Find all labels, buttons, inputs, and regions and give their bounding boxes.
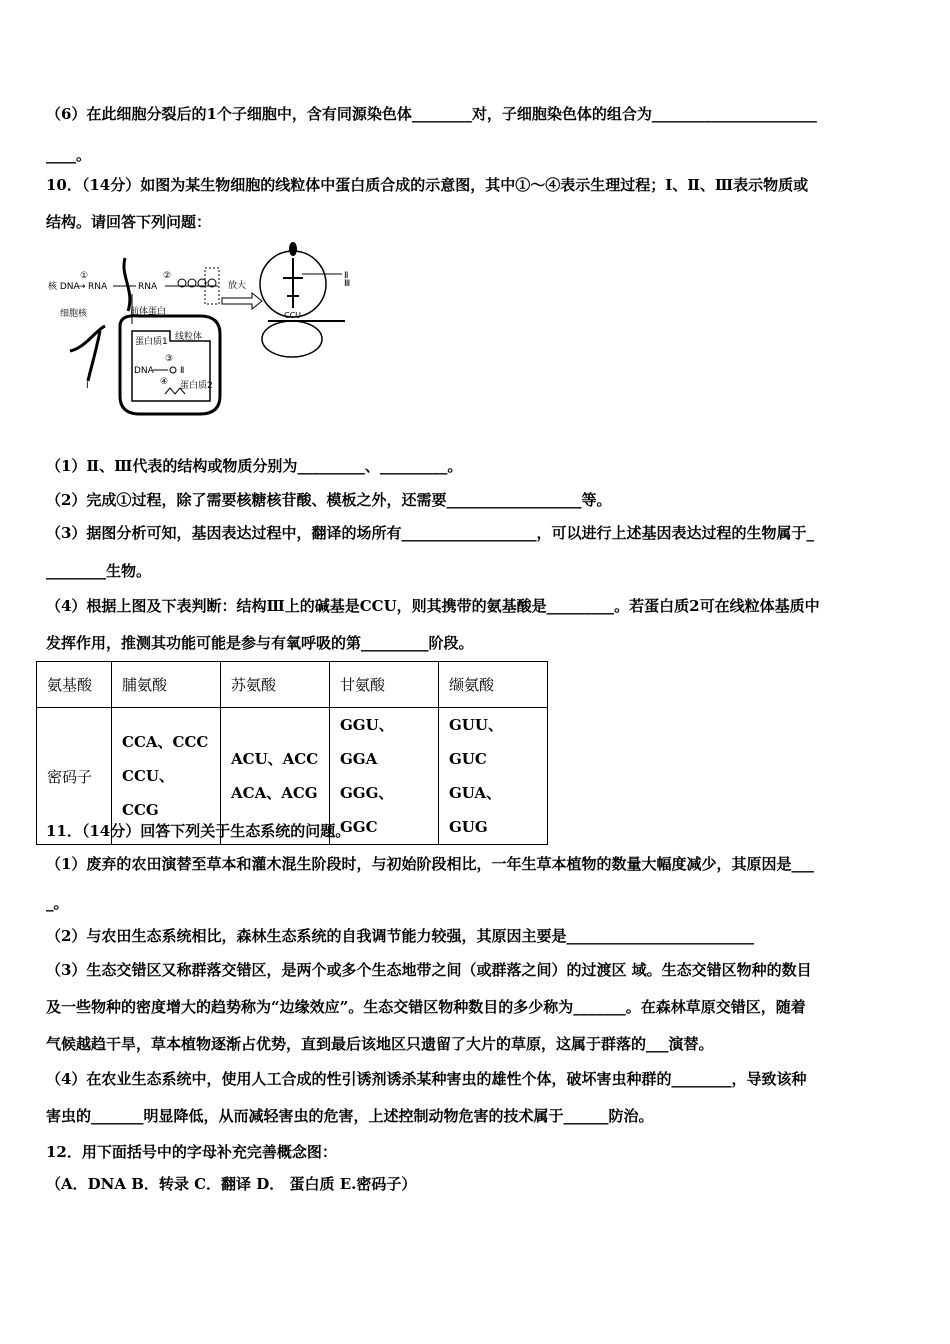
mitochondria-protein-synthesis-diagram: [40, 236, 370, 426]
codon-text: ACU、ACC: [231, 750, 319, 768]
table-header-cell: 甘氨酸: [330, 662, 439, 708]
label-fangda: 放大: [228, 281, 247, 291]
table-header-cell: 脯氨酸: [112, 662, 221, 708]
label-mtdna: DNA: [134, 366, 154, 376]
q11-q4-line1: （4）在农业生态系统中，使用人工合成的性引诱剂诱杀某种害虫的雄性个体，破坏害虫种群的________，导致该种: [46, 1070, 807, 1088]
ribosome-large: [262, 321, 322, 357]
label-arrow1: →: [78, 282, 86, 292]
q11-q2: （2）与农田生态系统相比，森林生态系统的自我调节能力较强，其原因主要是_________________________: [46, 927, 754, 945]
label-num3: ③: [165, 354, 174, 364]
q10-q2: （2）完成①过程，除了需要核糖核苷酸、模板之外，还需要__________________等。: [46, 491, 612, 509]
table-header-cell: 缬氨酸: [439, 662, 548, 708]
label-num2: ②: [163, 271, 172, 281]
trna-body: [283, 258, 303, 308]
codon-text: GGU、GGA: [340, 716, 394, 768]
q10-q4-line2: 发挥作用，推测其功能可能是参与有氧呼吸的第_________阶段。: [46, 634, 474, 652]
label-num1: ①: [80, 271, 89, 281]
q9-item6-line1: （6）在此细胞分裂后的1个子细胞中，含有同源染色体________对，子细胞染色体的组合为______________________: [46, 105, 817, 123]
mt-ribosome: [170, 367, 176, 373]
q12-intro: 12．用下面括号中的字母补充完善概念图：: [46, 1143, 337, 1161]
q11-q3-line2: 及一些物种的密度增大的趋势称为“边缘效应”。生态交错区物种数目的多少称为_______。在森林草原交错区，随着: [46, 998, 806, 1016]
table-cell: [439, 708, 548, 845]
label-precursor: 前体蛋白: [130, 307, 167, 317]
label-protein1: 蛋白质1: [135, 337, 168, 347]
trna-head: [289, 242, 297, 256]
q10-intro-line2: 结构。请回答下列问题：: [46, 213, 212, 231]
q10-q4-line1: （4）根据上图及下表判断：结构Ⅲ上的碱基是CCU，则其携带的氨基酸是_________。若蛋白质2可在线粒体基质中: [46, 597, 820, 615]
label-roman2: Ⅱ: [344, 271, 349, 281]
q9-item6-line2: ____。: [46, 146, 92, 164]
label-rna1: RNA: [88, 282, 108, 292]
q12-options: （A．DNA B．转录 C．翻译 D． 蛋白质 E.密码子）: [46, 1175, 417, 1193]
q11-q3-line3: 气候越趋干旱，草本植物逐渐占优势，直到最后该地区只遗留了大片的草原，这属于群落的___演替。: [46, 1035, 714, 1053]
table-header-cell: 氨基酸: [37, 662, 112, 708]
label-roman3: Ⅲ: [344, 279, 351, 289]
label-protein2: 蛋白质2: [180, 381, 213, 391]
q10-q3-line2: ________生物。: [46, 562, 152, 580]
q11-q4-line2: 害虫的_______明显降低，从而减轻害虫的危害，上述控制动物危害的技术属于______防治。: [46, 1107, 654, 1125]
q11-intro: 11．（14分）回答下列关于生态系统的问题。: [46, 822, 351, 840]
q10-q1: （1）Ⅱ、Ⅲ代表的结构或物质分别为_________、_________。: [46, 457, 463, 475]
codon-text: ACA、ACG: [231, 784, 318, 802]
codon-text: GUU、GUC: [449, 716, 503, 768]
q10-intro-line1: 10．（14分）如图为某生物细胞的线粒体中蛋白质合成的示意图，其中①～④表示生理过程；Ⅰ、Ⅱ、Ⅲ表示物质或: [46, 176, 809, 194]
label-mito: 线粒体: [175, 332, 203, 342]
codon-text: CCU、CCG: [122, 767, 174, 819]
label-roman1: Ⅰ: [86, 381, 89, 391]
label-nuclear-dna: 核 DNA: [48, 282, 80, 292]
table-row-label: 密码子: [37, 708, 112, 845]
codon-text: CCA、CCC: [122, 733, 209, 751]
label-num4: ④: [160, 377, 169, 387]
nuclear-envelope-top: [124, 258, 130, 311]
codon-text: GGG、GGC: [340, 784, 394, 836]
q11-q3-line1: （3）生态交错区又称群落交错区，是两个或多个生态地带之间（或群落之间）的过渡区 域。生态交错区物种的数目: [46, 961, 812, 979]
label-ccu: CCU: [284, 311, 302, 320]
table-header-row: [37, 662, 548, 708]
q10-q3-line1: （3）据图分析可知，基因表达过程中，翻译的场所有__________________，可以进行上述基因表达过程的生物属于_: [46, 524, 814, 542]
codon-text: GUA、GUG: [449, 784, 502, 836]
label-rna2: RNA: [138, 282, 158, 292]
q11-q1-line1: （1）废弃的农田演替至草本和灌木混生阶段时，与初始阶段相比，一年生草本植物的数量大幅度减少，其原因是___: [46, 855, 814, 873]
codon-table: [36, 661, 548, 845]
table-header-cell: 苏氨酸: [221, 662, 330, 708]
label-roman2-mito: Ⅱ: [180, 366, 185, 376]
label-nucleus: 细胞核: [60, 309, 88, 319]
q11-q1-line2: _。: [46, 894, 69, 912]
zoom-arrow: [222, 293, 262, 309]
